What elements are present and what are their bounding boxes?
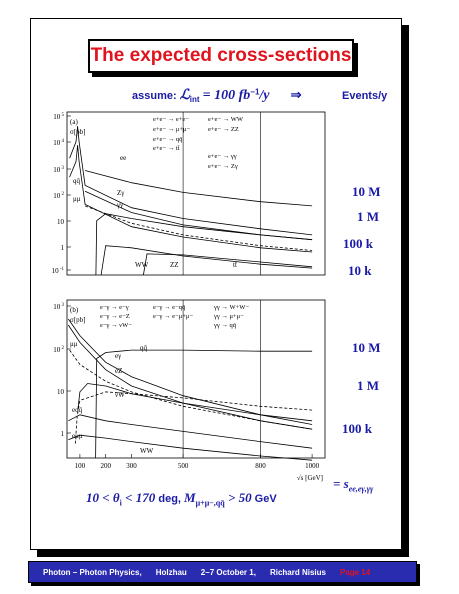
sqrt-s-formula: = $s_{ee,e\gamma,\gamma\gamma}$ [333,476,374,494]
x-tick-label: 500 [177,462,189,470]
y-axis-label: σ[pb] [70,128,86,136]
series-line [68,325,312,429]
process-legend-entry: e−γ → νW− [100,322,132,329]
series-line [68,319,312,425]
sqrt-s-symbol: s [343,476,349,491]
cut-theta-rest: < 170 [121,490,156,505]
curve-label: eμμ [72,432,83,440]
y-axis-label: σ[pb] [70,316,86,324]
events-header: Events/y [342,90,388,102]
curve-label: qq̄ [140,344,147,352]
series-line [101,246,312,275]
curve-label: ZZ [170,261,179,269]
x-tick-label: 800 [255,462,266,470]
footer-page: Page 14 [339,567,371,577]
y-tick-label: 10 $^3$ [53,166,64,174]
curve-label: WW [140,447,154,455]
footer-dates: 2–7 October 1, [200,567,256,577]
process-legend-entry: e+e− → μ+μ− [153,126,191,133]
y-tick-label: 10 $^2$ [53,346,64,354]
process-legend-entry: e+e− → e+e− [153,116,189,123]
process-legend-entry: e+e− → qq̄ [153,136,183,143]
footer-course: Photon – Photon Physics, [43,567,142,577]
events-label: 10 M [352,340,381,355]
series-line [85,191,312,239]
lumi-symbol: ℒ [179,88,190,103]
y-tick-label: 10 $^3$ [53,303,64,311]
cut-mass: M [184,490,196,505]
panel-b [53,300,323,482]
panel-a [52,112,313,275]
series-line [68,415,312,448]
cut-deg: deg, [155,493,185,505]
curve-label: eqq̄ [72,406,83,414]
y-tick-label: 1 [60,244,64,252]
process-legend-entry: e+e− → tt̄ [153,145,180,152]
process-legend-entry: γγ → μ+μ− [214,313,244,320]
series-line [96,350,313,458]
slide-footer [28,561,417,583]
curve-label: ee [120,154,127,162]
process-legend-entry: e−γ → e−μ+μ− [153,313,194,320]
process-legend-entry: e+e− → ZZ [208,126,239,133]
y-tick-label: 10 [57,218,64,226]
lumi-per: /y [259,88,270,103]
curve-label: νW [115,391,125,399]
x-axis-label: √s [GeV] [296,474,323,482]
footer-author: Holzhau [155,567,187,577]
series-line [143,254,312,275]
process-legend-entry: γγ → W+W− [214,304,250,311]
sqrt-s-sub: ee,eγ,γγ [348,484,374,494]
curve-label: eZ [115,367,123,375]
implies-arrow: ⇒ [290,87,302,102]
assume-label: assume: [132,90,177,102]
x-tick-label: 100 [74,462,86,470]
x-tick-label: 300 [126,462,137,470]
cut-theta-sub: i [119,498,122,508]
x-tick-label: 1000 [305,462,320,470]
cut-gev: GeV [251,493,277,505]
cut-theta: 10 < θ [86,490,120,505]
process-legend-entry: e+e− → WW [208,116,244,123]
series-line [70,126,313,235]
curve-label: μμ [70,340,78,348]
y-tick-label: 10 $^4$ [53,139,64,147]
x-tick-label: 200 [100,462,111,470]
lumi-sub: int [189,95,200,105]
y-tick-label: 1 [60,430,64,438]
events-label: 100 k [343,236,373,251]
curve-label: eγ [115,352,122,360]
panel-label: (a) [70,118,78,126]
curve-label: Zγ [117,189,125,197]
series-line [78,384,312,421]
process-legend-entry: e−γ → e−Z [100,313,130,320]
process-legend-entry: e+e− → γγ [208,153,237,160]
panel-label: (b) [70,306,79,314]
y-tick-label: 10 $^2$ [53,192,64,200]
curve-label: tt̄ [233,261,237,269]
curve-label: γγ [117,201,124,209]
process-legend-entry: e+e− → Zγ [208,163,238,170]
process-legend-entry: γγ → qq̄ [214,322,236,329]
events-label: 10 k [348,263,372,278]
curve-label: μμ [73,195,81,203]
panel-a-frame [67,112,325,275]
lumi-value: = 100 fb [202,88,251,103]
process-legend-entry: e−γ → e−qq̄ [153,304,186,311]
lumi-exp: −1 [250,87,260,97]
process-legend-entry: e−γ → e−γ [100,304,129,311]
cut-mass-sub: μ+μ−,qq̄ [195,498,225,508]
cut-mass-rest: > 50 [224,490,252,505]
series-line [68,435,312,460]
events-label: 1 M [357,378,380,393]
curve-label: qq̄ [73,177,80,185]
events-label: 100 k [342,421,372,436]
y-tick-label: 10 $^{-1}$ [51,267,64,275]
cuts-note [86,490,277,508]
y-tick-label: 10 $^5$ [53,113,64,121]
curve-label: WW [135,261,149,269]
y-tick-label: 10 [57,388,64,396]
footer-speaker: Richard Nisius [269,567,326,577]
events-label: 1 M [357,209,380,224]
slide-title: The expected cross-sections [90,45,352,66]
events-label: 10 M [352,184,381,199]
